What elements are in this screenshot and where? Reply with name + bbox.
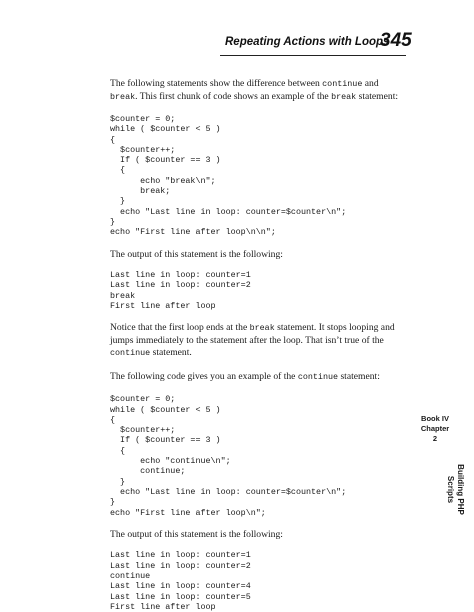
output-block-continue: Last line in loop: counter=1 Last line in loop: counter=2 continue Last line in loop: counter=4 Last line in loop: counter=5 First line after loop bbox=[110, 550, 251, 612]
intro-1-text-a: The following statements show the difference between bbox=[110, 78, 323, 89]
header-rule bbox=[220, 55, 406, 56]
page-number: 345 bbox=[380, 30, 412, 51]
notice-text-c: statement. bbox=[150, 347, 192, 359]
chapter-label: Chapter 2 bbox=[420, 424, 450, 443]
code-block-continue: $counter = 0; while ( $counter < 5 ) { $counter++; If ( $counter == 3 ) { echo "continue\n"; continue; } echo "Last line in loop: counter=$counter\n"; } echo "First line after loop\n"; bbox=[110, 394, 347, 518]
output-label-1: The output of this statement is the following: bbox=[110, 248, 283, 260]
intro-paragraph-1 bbox=[110, 78, 410, 103]
notice-text-b: statement. It stops looping and jumps immediately to the statement after the loop. That isn’t true of the bbox=[110, 322, 395, 346]
inline-code-break-3: break bbox=[249, 323, 275, 334]
notice-paragraph bbox=[110, 322, 410, 360]
intro-1-text-c: . This first chunk of code shows an example of the bbox=[135, 90, 332, 102]
inline-code-continue-3: continue bbox=[297, 371, 339, 382]
book-chapter-label bbox=[420, 414, 450, 444]
running-header-title: Repeating Actions with Loops bbox=[225, 36, 390, 48]
minibook-title-line-2: Scripts bbox=[446, 475, 456, 504]
inline-code-break-2: break bbox=[331, 91, 357, 102]
intro-2-text-a: The following code gives you an example of the bbox=[110, 370, 298, 382]
output-label-2: The output of this statement is the following: bbox=[110, 528, 283, 540]
output-block-break: Last line in loop: counter=1 Last line in loop: counter=2 break First line after loop bbox=[110, 270, 251, 311]
inline-code-continue: continue bbox=[322, 79, 363, 89]
intro-2-text-b: statement: bbox=[338, 370, 380, 382]
inline-code-continue-2: continue bbox=[110, 348, 151, 359]
code-block-break: $counter = 0; while ( $counter < 5 ) { $counter++; If ( $counter == 3 ) { echo "break\n"; break; } echo "Last line in loop: counter=$counter\n"; } echo "First line after loop\n\n"; bbox=[110, 114, 347, 238]
minibook-title bbox=[446, 464, 465, 515]
book-label: Book IV bbox=[421, 414, 449, 423]
chapter-side-tab bbox=[406, 410, 466, 520]
minibook-title-line-1: Building PHP bbox=[455, 464, 465, 515]
main-content bbox=[110, 78, 410, 612]
intro-1-text-b: and bbox=[362, 78, 379, 89]
intro-1-text-d: statement: bbox=[356, 90, 399, 102]
inline-code-break: break bbox=[110, 91, 136, 102]
intro-paragraph-2 bbox=[110, 371, 410, 384]
notice-text-a: Notice that the first loop ends at the bbox=[110, 322, 250, 334]
